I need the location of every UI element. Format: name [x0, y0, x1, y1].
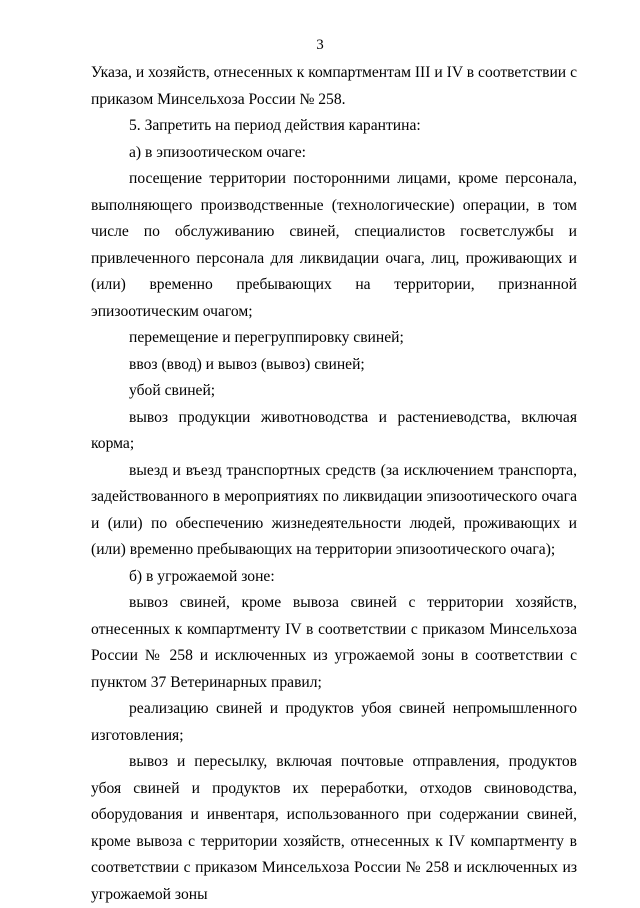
paragraph: реализацию свиней и продуктов убоя свиней непромышленного изготовления;: [91, 700, 577, 744]
paragraph: посещение территории посторонними лицами, кроме персонала, выполняющего производственные (технологические) операции, в том числе по обслуживанию свиней, специалистов госветслужбы и привлеченного персонала для ликвидации очага, лиц, проживающих и (или) временно пребывающих на территории, признанной эпизоотическим очагом;: [91, 170, 577, 320]
paragraph: ввоз (ввод) и вывоз (вывоз) свиней;: [129, 355, 365, 373]
document-body: [91, 60, 577, 908]
paragraph: вывоз и пересылку, включая почтовые отправления, продуктов убоя свиней и продуктов их переработки, отходов свиноводства, оборудования и инвентаря, использованного при содержании свиней, кроме вывоза с территории хозяйств, отнесенных к IV компартменту в соответствии с приказом Минсельхоза России № 258 и исключенных из угрожаемой зоны: [91, 753, 577, 903]
paragraph-subitem-b: б) в угрожаемой зоне:: [129, 567, 275, 585]
paragraph: убой свиней;: [129, 382, 216, 399]
page-number: 3: [316, 37, 324, 53]
paragraph-continuation: Указа, и хозяйств, отнесенных к компартментам III и IV в соответствии с приказом Минсельхоза России № 258.: [91, 64, 577, 108]
paragraph: вывоз свиней, кроме вывоза свиней с территории хозяйств, отнесенных к компартменту IV в соответствии с приказом Минсельхоза России № 258 и исключенных из угрожаемой зоны в соответствии с пунктом 37 Ветеринарных правил;: [91, 594, 577, 691]
paragraph: вывоз продукции животноводства и растениеводства, включая корма;: [91, 408, 577, 452]
paragraph-item-5: 5. Запретить на период действия карантина:: [129, 117, 421, 134]
paragraph: выезд и въезд транспортных средств (за исключением транспорта, задействованного в мероприятиях по ликвидации эпизоотического очага и (или) по обеспечению жизнедеятельности людей, проживающих и (или) временно пребывающих на территории эпизоотического очага);: [91, 461, 577, 558]
paragraph: перемещение и перегруппировку свиней;: [129, 329, 404, 346]
paragraph-subitem-a: а) в эпизоотическом очаге:: [129, 143, 306, 161]
